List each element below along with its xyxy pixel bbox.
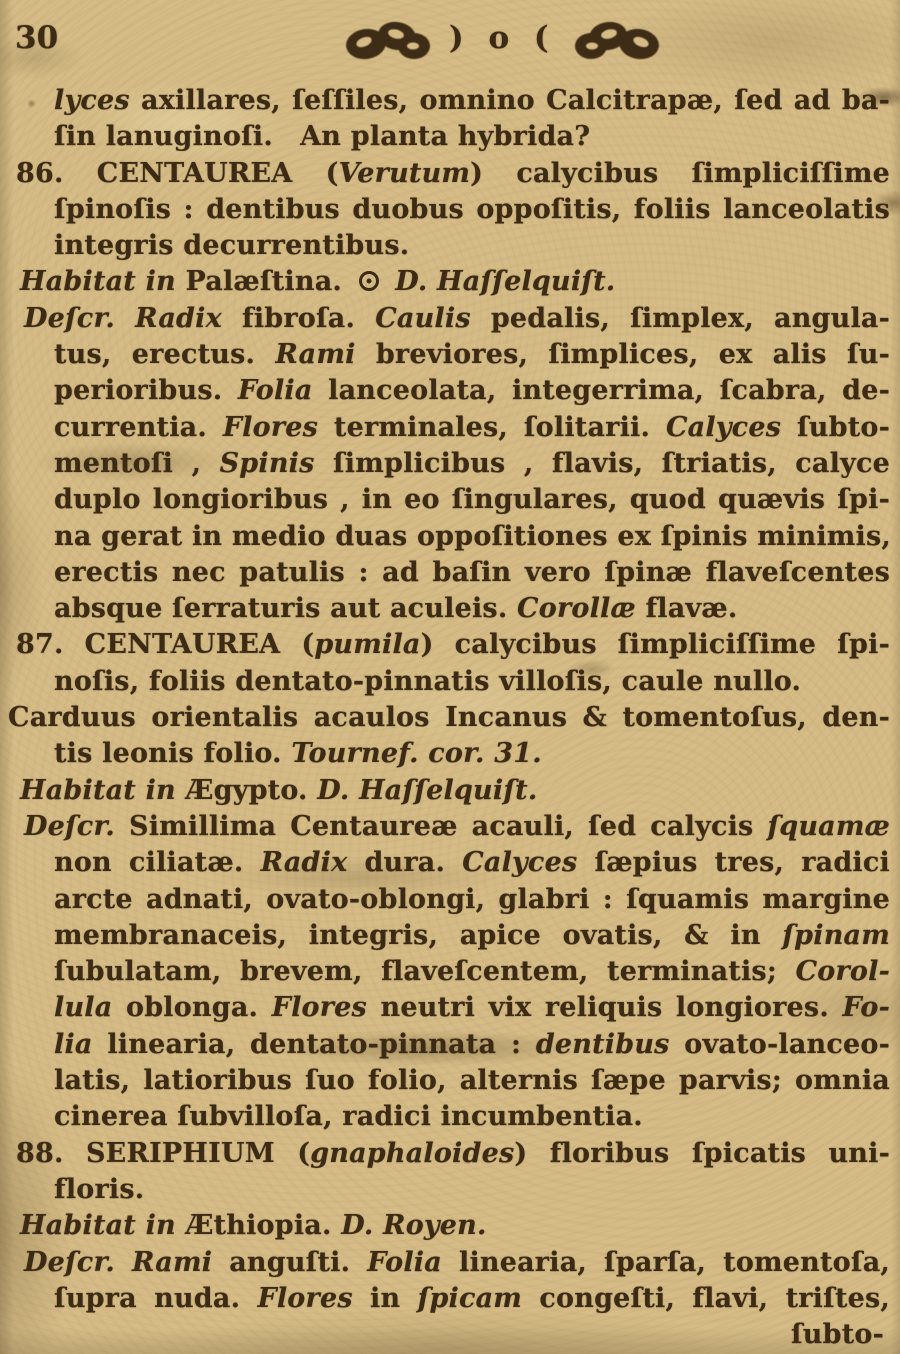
text-segment: lia (54, 1028, 93, 1060)
text-segment: ) calycibus ſimpliciſſime ſpi- (420, 629, 890, 661)
text-segment: duplo longioribus , in eo ſingulares, quod quævis ſpi- (54, 484, 890, 516)
text-segment: neutri vix reliquis longiores. (366, 992, 843, 1024)
text-segment: 87. CENTAUREA ( (16, 629, 315, 661)
text-segment: dentibus (535, 1028, 670, 1060)
text-line (54, 1172, 890, 1208)
text-segment: Ægypto. (175, 774, 318, 806)
text-segment: Corollæ (517, 593, 636, 625)
text-line (54, 337, 890, 373)
text-segment: cinerea ſubvilloſa, radici incumbentia. (54, 1101, 643, 1133)
header-section-mark: ) o ( (449, 20, 556, 56)
text-segment: ſubulatam, brevem, flaveſcentem, terminatis; (54, 956, 796, 988)
text-line (54, 228, 890, 264)
text-line (54, 410, 890, 446)
text-segment: Flores (222, 411, 319, 443)
text-segment: Æthiopia. (175, 1210, 342, 1242)
text-line (16, 627, 890, 663)
text-line (54, 1027, 890, 1063)
text-segment: Radix (135, 302, 222, 334)
text-segment: Deſcr. (24, 1246, 115, 1278)
text-segment: currentia. (54, 411, 223, 443)
text-segment: erectis nec patulis : ad baſin vero ſpinæ flaveſcentes (54, 556, 890, 588)
text-segment: Tournef. cor. 31. (291, 738, 542, 770)
text-segment (115, 303, 135, 334)
text-segment: Folia (237, 375, 313, 407)
text-segment: oblonga. (112, 992, 272, 1024)
text-segment: Flores (257, 1282, 353, 1314)
annual-plant-symbol-icon (359, 271, 379, 291)
text-line (16, 1136, 890, 1172)
text-segment: Verutum (338, 157, 471, 189)
text-segment: ſubto- (790, 1319, 884, 1351)
text-line (54, 482, 890, 518)
text-segment: breviores, ſimplices, ex alis ſu- (355, 339, 890, 371)
text-segment: ſimplicibus , flavis, ſtriatis, calyce (314, 447, 890, 479)
text-segment: fibroſa. (221, 302, 376, 334)
text-segment: congeſti, flavi, triſtes, (522, 1282, 890, 1314)
text-line (54, 1063, 890, 1099)
page-number: 30 (15, 20, 59, 56)
text-segment: ſubto- (781, 411, 890, 443)
text-segment: Rami (132, 1246, 213, 1278)
text-line (54, 519, 890, 555)
text-segment: pedalis, ſimplex, angula- (470, 302, 891, 334)
text-segment: lula (54, 992, 113, 1024)
text-segment: latis, latioribus ſuo folio, alternis ſæpe parvis; omnia (54, 1065, 890, 1097)
text-line (16, 156, 890, 192)
text-line (54, 591, 890, 627)
text-segment: ſpinam (782, 919, 890, 951)
text-segment: lanceolata, integerrima, ſcabra, de- (312, 375, 890, 407)
text-line (54, 119, 890, 155)
text-segment: flavæ. (635, 593, 738, 625)
text-segment: tis leonis folio. (54, 738, 292, 770)
text-segment: 88. SERIPHIUM ( (16, 1137, 311, 1169)
text-segment: ovato-lanceo- (669, 1028, 890, 1060)
text-line (54, 83, 890, 119)
page-text-block (0, 83, 900, 1353)
text-line (54, 1281, 890, 1317)
page-header (0, 14, 900, 72)
text-segment: linearia, ſparſa, tomentoſa, (441, 1246, 890, 1278)
header-ornament-row (342, 16, 663, 64)
text-segment: Fo- (842, 992, 891, 1024)
text-segment: tus, erectus. (54, 339, 276, 371)
text-segment: Caulis (375, 302, 471, 334)
fleuron-icon (342, 16, 436, 64)
text-line (54, 446, 890, 482)
text-line (54, 664, 890, 700)
text-segment: anguſti. (212, 1246, 368, 1278)
text-segment: linearia, dentato-pinnata : (92, 1028, 536, 1060)
text-segment: dura. (347, 847, 463, 879)
text-line (54, 192, 890, 228)
text-segment: integris decurrentibus. (54, 230, 410, 262)
text-segment: floris. (54, 1173, 145, 1205)
text-segment: Simillima Centaureæ acauli, ſed calycis (115, 810, 768, 842)
text-segment: noſis, foliis dentato-pinnatis villoſis, caule nullo. (54, 665, 802, 697)
text-segment (115, 1247, 132, 1278)
text-segment: Rami (275, 339, 356, 371)
text-line (54, 845, 890, 881)
text-segment: in (352, 1282, 418, 1314)
text-segment: ſin lanuginoſi. An planta hybrida? (54, 121, 591, 153)
text-segment: Spinis (219, 447, 315, 479)
text-segment: membranaceis, integris, apice ovatis, & in (54, 919, 783, 951)
text-segment: Habitat in (20, 1210, 176, 1242)
text-segment: terminales, ſolitarii. (318, 411, 666, 443)
text-segment: gnaphaloides (310, 1137, 515, 1169)
text-line (24, 301, 890, 337)
text-segment: ſupra nuda. (54, 1282, 258, 1314)
text-line (54, 555, 890, 591)
text-segment: 86. CENTAUREA ( (16, 157, 339, 189)
text-segment: ſquamæ (767, 810, 890, 842)
text-line (24, 1245, 890, 1281)
text-line (8, 700, 890, 736)
text-segment: mentoſi , (54, 447, 220, 479)
text-segment: Flores (271, 992, 367, 1024)
text-segment: Corol- (795, 956, 890, 988)
text-segment: D. Haſſelquiſt. (385, 266, 616, 298)
text-line (54, 373, 890, 409)
text-segment: Radix (260, 847, 348, 879)
text-segment: Habitat in (20, 774, 176, 806)
text-line (24, 809, 890, 845)
text-segment: non ciliatæ. (54, 847, 261, 879)
text-segment: ) floribus ſpicatis uni- (514, 1137, 890, 1169)
text-segment: Calyces (462, 847, 578, 879)
text-segment: Deſcr. (24, 302, 115, 334)
text-line (20, 264, 890, 300)
text-segment: axillares, ſeſſiles, omnino Calcitrapæ, ſed ad ba- (129, 85, 890, 116)
text-segment: Carduus orientalis acaulos Incanus & tomentoſus, den- (8, 702, 890, 734)
text-segment: arcte adnati, ovato-oblongi, glabri : ſquamis margine (54, 883, 890, 915)
text-segment: D. Haſſelquiſt. (317, 774, 538, 806)
text-segment: absque ſerraturis aut aculeis. (54, 593, 518, 625)
text-segment: Folia (367, 1246, 442, 1278)
text-line (20, 773, 890, 809)
text-segment: na gerat in medio duas oppoſitiones ex ſpinis minimis, (54, 520, 892, 552)
text-line (54, 918, 890, 954)
text-segment: ſæpius tres, radici (577, 847, 890, 879)
text-segment: Habitat in (20, 266, 176, 298)
text-segment: lyces (54, 85, 130, 116)
text-line (54, 1099, 890, 1135)
text-line (54, 990, 890, 1026)
text-segment: ſpinoſis : dentibus duobus oppoſitis, foliis lanceolatis (54, 193, 890, 225)
text-line (54, 954, 890, 990)
text-line (54, 736, 890, 772)
text-line (54, 882, 890, 918)
text-segment: ) calycibus ſimpliciſſime (470, 157, 891, 189)
text-line (20, 1208, 890, 1244)
text-segment: pumila (314, 629, 421, 661)
catchword-line (0, 1317, 884, 1353)
text-segment: perioribus. (54, 375, 238, 407)
text-segment: ſpicam (417, 1282, 523, 1314)
fleuron-icon (569, 16, 663, 64)
text-segment: Deſcr. (24, 810, 115, 842)
text-segment: D. Royen. (341, 1210, 487, 1242)
text-segment: Calyces (665, 411, 782, 443)
text-segment: Palæſtina. (175, 266, 352, 298)
